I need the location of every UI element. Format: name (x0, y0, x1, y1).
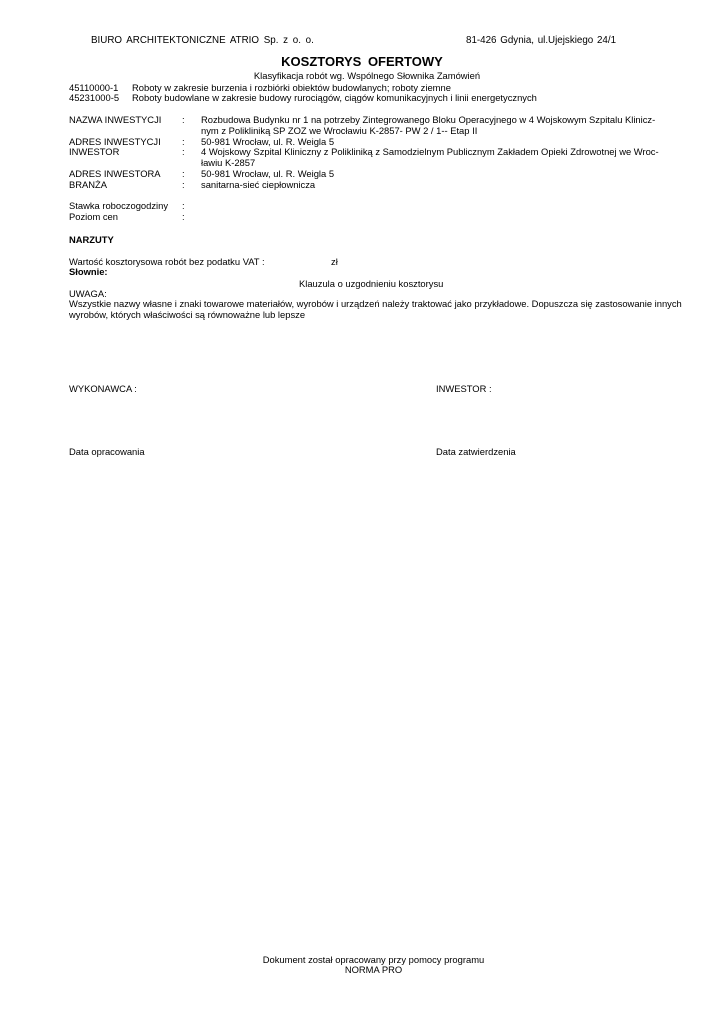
label-adres-inwestora: ADRES INWESTORA (69, 168, 161, 179)
colon: : (182, 114, 185, 125)
value-adres-inwestora: 50-981 Wrocław, ul. R. Weigla 5 (201, 168, 335, 179)
signature-inwestor: INWESTOR : (436, 383, 492, 394)
uwaga-heading: UWAGA: (69, 288, 107, 299)
colon: : (182, 168, 185, 179)
value-inwestor-line2: ławiu K-2857 (201, 157, 256, 168)
colon: : (182, 146, 185, 157)
label-wartosc-kosztorysowa: Wartość kosztorysowa robót bez podatku VAT : (69, 256, 265, 267)
label-adres-inwestycji: ADRES INWESTYCJI (69, 136, 161, 147)
footer-line1: Dokument został opracowany przy pomocy programu (262, 954, 485, 965)
cpv-code: 45110000-1 (69, 82, 119, 93)
colon: : (182, 136, 185, 147)
header-company: BIURO ARCHITEKTONICZNE ATRIO Sp. z o. o. (91, 35, 314, 46)
colon: : (182, 200, 185, 211)
colon: : (182, 179, 185, 190)
header-address: 81-426 Gdynia, ul.Ujejskiego 24/1 (466, 35, 617, 46)
value-nazwa-inwestycji-line1: Rozbudowa Budynku nr 1 na potrzeby Zintegrowanego Bloku Operacyjnego w 4 Wojskowym Szpitalu Klinicz- (201, 114, 656, 125)
label-nazwa-inwestycji: NAZWA INWESTYCJI (69, 114, 162, 125)
data-zatwierdzenia: Data zatwierdzenia (436, 446, 516, 457)
value-adres-inwestycji: 50-981 Wrocław, ul. R. Weigla 5 (201, 136, 335, 147)
value-nazwa-inwestycji-line2: nym z Polikliniką SP ZOZ we Wrocławiu K-2857- PW 2 / 1-- Etap II (201, 125, 478, 136)
cpv-description: Roboty budowlane w zakresie budowy rurociągów, ciągów komunikacyjnych i linii energetycznych (132, 92, 537, 103)
cpv-code: 45231000-5 (69, 92, 120, 103)
data-opracowania: Data opracowania (69, 446, 145, 457)
document-title: KOSZTORYS OFERTOWY (281, 54, 443, 69)
section-narzuty: NARZUTY (69, 234, 114, 245)
label-slownie: Słownie: (69, 266, 108, 277)
label-poziom-cen: Poziom cen (69, 211, 118, 222)
signature-wykonawca: WYKONAWCA : (69, 383, 137, 394)
document-subtitle: Klasyfikacja robót wg. Wspólnego Słownika Zamówień (253, 70, 481, 81)
label-inwestor: INWESTOR (69, 146, 120, 157)
footer-line2: NORMA PRO (344, 964, 403, 976)
label-branza: BRANŻA (69, 179, 108, 190)
cpv-row (69, 93, 537, 104)
label-stawka-roboczogodziny: Stawka roboczogodziny (69, 200, 169, 211)
footer (0, 955, 724, 976)
uwaga-text: Wszystkie nazwy własne i znaki towarowe materiałów, wyrobów i urządzeń należy traktować jako przykładowe. Dopuszcza się zastosowanie innych wyrobów, których właściwości są równoważne lub lepsze (69, 298, 682, 320)
value-branza: sanitarna-sieć ciepłownicza (201, 179, 316, 190)
klauzula-heading: Klauzula o uzgodnieniu kosztorysu (299, 278, 444, 289)
cpv-description: Roboty w zakresie burzenia i rozbiórki obiektów budowlanych; roboty ziemne (132, 82, 451, 93)
colon: : (182, 211, 185, 222)
value-inwestor-line1: 4 Wojskowy Szpital Kliniczny z Polikliniką z Samodzielnym Publicznym Zakładem Opieki Zdrowotnej we Wroc- (201, 146, 659, 157)
currency-unit: zł (331, 256, 338, 267)
